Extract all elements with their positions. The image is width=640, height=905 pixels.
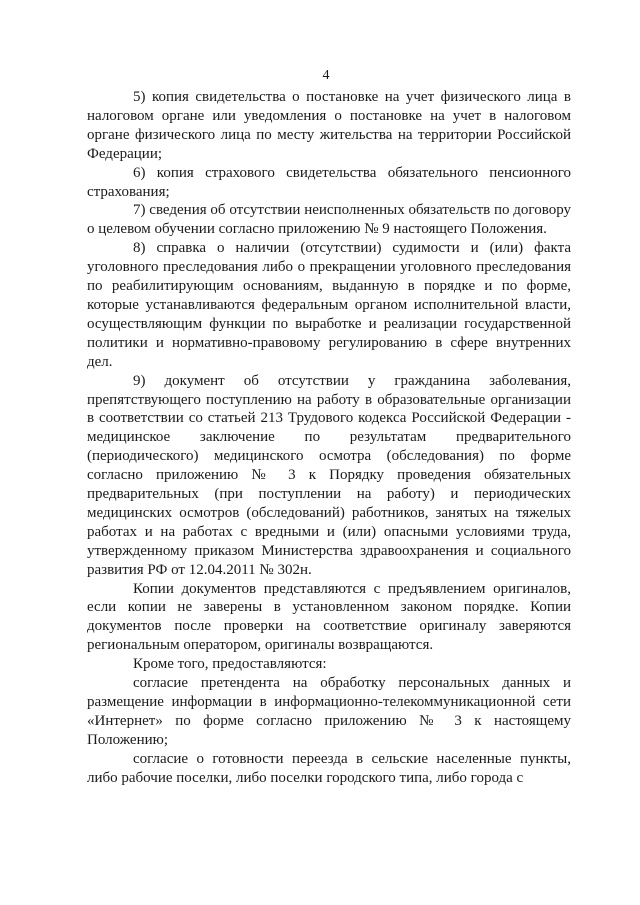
paragraph-item-6-pension-insurance: 6) копия страхового свидетельства обязательного пенсионного страхования; bbox=[87, 164, 571, 200]
paragraph-item-7-target-training: 7) сведения об отсутствии неисполненных обязательств по договору о целевом обучении согласно приложению № 9 настоящего Положения. bbox=[87, 202, 571, 238]
paragraph-item-9-medical-certificate: 9) документ об отсутствии у гражданина заболевания, препятствующего поступлению на работу в образовательные организации в соответствии со статьей 213 Трудового кодекса Российской Федерации - медицинское заключение по результатам предварительного (периодического) медицинского осмотра (обследования) по форме согласно приложению № 3 к Порядку проведения обязательных предварительных (при поступлении на работу) и периодических медицинских осмотров (обследований) работников, занятых на тяжелых работах и на работах с вредными и (или) опасными условиями труда, утвержденному приказом Министерства здравоохранения и социального развития РФ от 12.04.2011 № 302н. bbox=[87, 372, 571, 578]
page-number: 4 bbox=[322, 68, 330, 83]
paragraph-item-8-criminal-record: 8) справка о наличии (отсутствии) судимости и (или) факта уголовного преследования либо о прекращении уголовного преследования по реабилитирующим основаниям, выданную в порядке и по форме, которые устанавливаются федеральным органом исполнительной власти, осуществляющим функции по выработке и реализации государственной политики и нормативно-правовому регулированию в сфере внутренних дел. bbox=[87, 240, 571, 370]
paragraph-relocation-consent: согласие о готовности переезда в сельские населенные пункты, либо рабочие поселки, либо поселки городского типа, либо города с bbox=[87, 750, 571, 786]
paragraph-item-5-tax-registration: 5) копия свидетельства о постановке на учет физического лица в налоговом органе или уведомления о постановке на учет в налоговом органе физического лица по месту жительства на территории Российской Федерации; bbox=[87, 89, 571, 162]
paragraph-additionally-provided: Кроме того, предоставляются: bbox=[133, 656, 327, 673]
document-body bbox=[87, 88, 571, 788]
paragraph-copies-of-documents: Копии документов представляются с предъявлением оригиналов, если копии не заверены в установленном законом порядке. Копии документов после проверки на соответствие оригиналу заверяются региональным оператором, оригиналы возвращаются. bbox=[87, 580, 571, 654]
paragraph-personal-data-consent: согласие претендента на обработку персональных данных и размещение информации в информационно-телекоммуникационной сети «Интернет» по форме согласно приложению № 3 к настоящему Положению; bbox=[87, 675, 571, 748]
